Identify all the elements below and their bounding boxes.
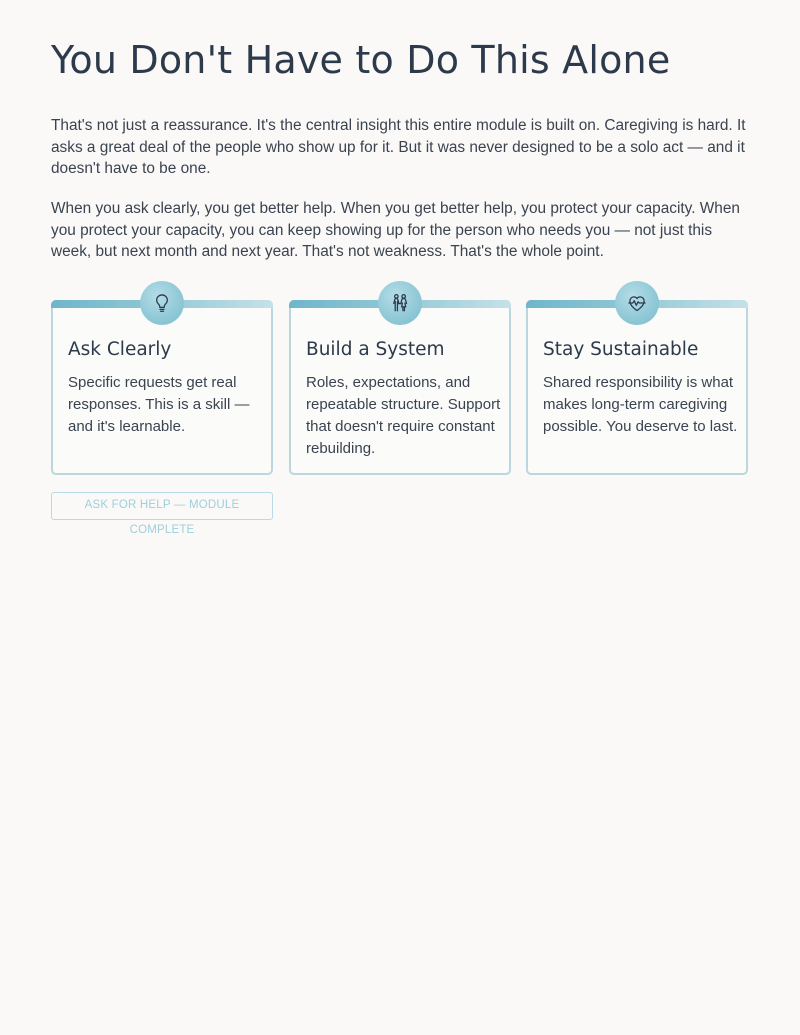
card-title: Build a System	[306, 339, 445, 360]
page-title: You Don't Have to Do This Alone	[51, 38, 671, 82]
card-text: Specific requests get real responses. This is a skill — and it's learnable.	[68, 374, 250, 435]
module-complete-button[interactable]: ASK FOR HELP — MODULE COMPLETE	[51, 492, 273, 520]
heart-pulse-icon	[615, 281, 659, 325]
lightbulb-icon	[140, 281, 184, 325]
card-text: Shared responsibility is what makes long-term caregiving possible. You deserve to last.	[543, 374, 738, 435]
card-title: Ask Clearly	[68, 339, 172, 360]
people-icon	[378, 281, 422, 325]
intro-paragraph: That's not just a reassurance. It's the central insight this entire module is built on. Caregiving is hard. It asks a great deal of the people who show up for it. But it was never designed to be a solo act — and it doesn't have to be one.	[51, 117, 746, 177]
card-stay-sustainable	[526, 300, 748, 475]
summary-paragraph: When you ask clearly, you get better help. When you get better help, you protect your capacity. When you protect your capacity, you can keep showing up for the person who needs you — not just this week, but next month and next year. That's not weakness. That's the whole point.	[51, 200, 740, 260]
card-ask-clearly	[51, 300, 273, 475]
card-text: Roles, expectations, and repeatable structure. Support that doesn't require constant rebuilding.	[306, 374, 501, 457]
takeaway-cards	[51, 300, 749, 476]
card-title: Stay Sustainable	[543, 339, 699, 360]
card-build-a-system	[289, 300, 511, 475]
